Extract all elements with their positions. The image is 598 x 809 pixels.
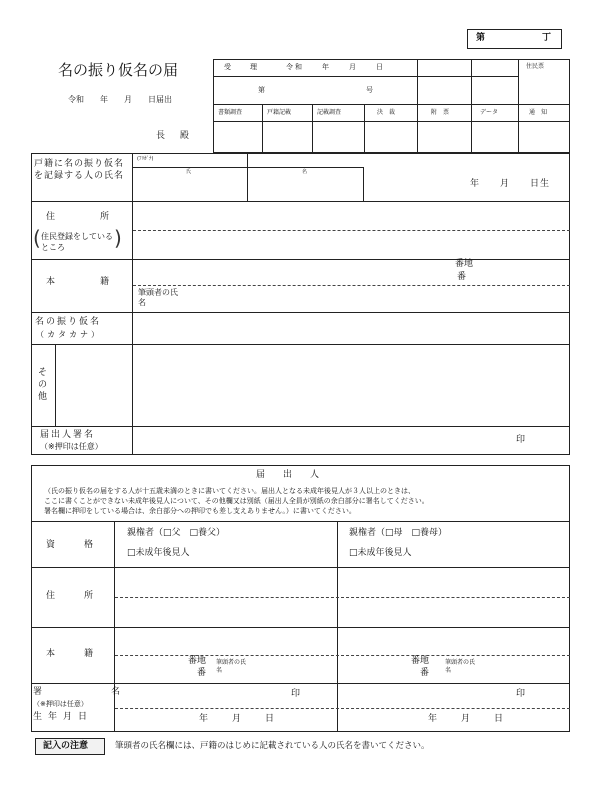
furigana-label: (ﾌﾘｶﾞﾅ) [137,156,154,162]
shikaku-label: 資 格 [46,540,104,550]
person-label: 戸籍に名の振り仮名を記録する人の氏名 [34,159,125,181]
jusho-label: 住 所 [46,591,104,601]
left-hittousha: 筆頭者の氏名 [216,659,247,674]
notifier-instructions [44,486,429,516]
dai-label: 第 [476,33,486,43]
juminhyo-label: 住民票 [526,63,545,70]
surname-field[interactable] [133,176,246,200]
sonota-label: その他 [38,368,48,402]
office-col-7: 通 知 [529,109,548,116]
office-col-6: データ [480,109,499,116]
right-banchi: 番地 [411,656,430,666]
office-col-5: 附 票 [431,109,450,116]
shomei-note: （※押印は任意） [33,700,88,708]
office-use-table [213,59,570,153]
submission-date: 令和 年 月 日届出 [68,95,172,104]
hittousha-label: 筆頭者の氏名 [138,288,178,307]
office-col-2: 戸籍記載 [267,109,292,116]
kana-note: （カタカナ） [36,330,102,339]
left-seal: 印 [291,689,301,699]
honseki-field[interactable] [133,260,451,284]
sonota-field[interactable] [56,345,569,425]
office-col-3: 記載調査 [317,109,342,116]
left-ban: 番 [197,668,207,678]
notifier-title: 届 出 人 [256,470,320,480]
gou-label: 号 [366,86,373,94]
bracket-right: ) [114,226,122,250]
cho-label: 丁 [542,33,552,43]
juri-label: 受 理 [224,63,263,71]
juri-date: 令和 年 月 日 [286,63,385,71]
address-field[interactable] [133,231,569,258]
left-address-field[interactable] [115,568,336,626]
seinengappi-label: 生年月日 [33,712,94,722]
chief-label: 長 殿 [156,131,195,141]
honseki2-label: 本 籍 [46,649,104,659]
kana-field[interactable] [133,313,569,343]
right-hittousha: 筆頭者の氏名 [445,659,476,674]
address-note: 住民登録をしているところ [41,232,113,252]
shi-label: 氏 [186,169,192,175]
left-guardian-option[interactable]: □未成年後見人 [127,548,190,558]
left-signature-field[interactable] [115,684,285,707]
notice-label: 記入の注意 [43,741,89,751]
office-col-4: 決 裁 [377,109,396,116]
bracket-left: ( [33,226,41,250]
honseki-label: 本 籍 [46,277,128,287]
mei-label: 名 [302,169,308,175]
right-parent-option[interactable]: 親権者（□母 □養母） [349,528,448,538]
birth-date[interactable]: 年 月 日生 [470,179,551,189]
left-banchi: 番地 [188,656,207,666]
seal-mark: 印 [516,435,526,445]
right-seal: 印 [516,689,526,699]
dai-label-office: 第 [258,86,265,94]
right-ban: 番 [420,668,430,678]
right-address-field[interactable] [338,568,569,626]
notice-text: 筆頭者の氏名欄には、戸籍のはじめに記載されている人の氏名を書いてください。 [115,741,430,751]
address-label: 住 所 [46,212,128,222]
right-signature-field[interactable] [338,684,508,707]
signer-note: （※押印は任意） [40,442,103,451]
instruction-line-3: 署名欄に押印をしている場合は、余白部分への押印でも差し支えありません。）に書いてください。 [44,507,356,515]
shomei-label: 署 名 [33,687,151,697]
hittousha-field[interactable] [180,287,569,311]
ban-label: 番 [457,272,467,282]
kana-label: 名の振り仮名 [35,317,102,327]
instruction-line-1: （氏の振り仮名の届をする人が十五歳未満のときに書いてください。届出人となる未成年後見人が３人以上のときは、 [44,487,415,495]
left-parent-option[interactable]: 親権者（□父 □養父） [127,528,226,538]
office-col-1: 書類調査 [218,109,243,116]
signer-field[interactable] [133,427,513,454]
right-guardian-option[interactable]: □未成年後見人 [349,548,412,558]
left-birth-date[interactable]: 年 月 日 [199,714,277,724]
given-name-field[interactable] [248,176,362,200]
form-title: 名の振り仮名の届 [58,61,179,79]
banchi-label: 番地 [455,259,474,269]
instruction-line-2: ここに書くことができない未成年後見人について、その他欄又は別紙（届出人全員が別紙の余白部分に署名してください。 [44,497,429,505]
right-birth-date[interactable]: 年 月 日 [428,714,506,724]
signer-label: 届出人署名 [40,430,96,440]
